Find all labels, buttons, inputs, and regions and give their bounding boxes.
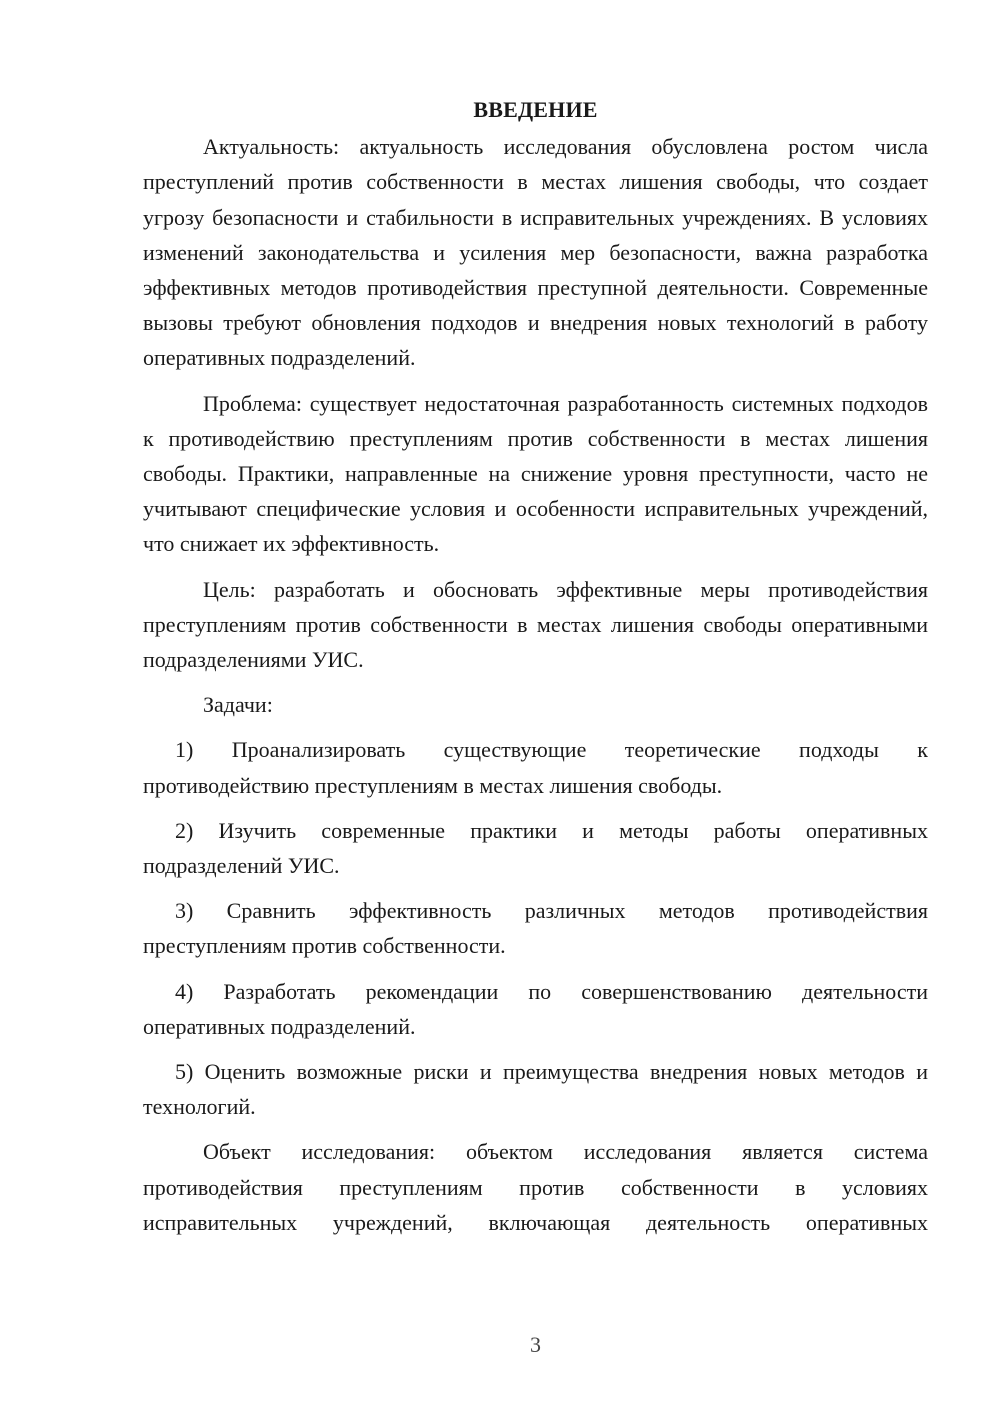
task-item-1: 1) Проанализировать существующие теоретические подходы к противодействию преступлениям в местах лишения свободы. <box>143 737 928 798</box>
page-heading: ВВЕДЕНИЕ <box>473 97 598 122</box>
relevance-paragraph: Актуальность: актуальность исследования обусловлена ростом числа преступлений против собственности в местах лишения свободы, что создает угрозу безопасности и стабильности в исправительных учреждениях. В условиях изменений законодательства и усиления мер безопасности, важна разработка эффективных методов противодействия преступной деятельности. Современные вызовы требуют обновления подходов и внедрения новых технологий в работу оперативных подразделений. <box>143 134 928 371</box>
page-content <box>143 92 928 1250</box>
task-item-5: 5) Оценить возможные риски и преимущества внедрения новых методов и технологий. <box>143 1059 928 1120</box>
page-number: 3 <box>530 1332 541 1357</box>
goal-paragraph: Цель: разработать и обосновать эффективные меры противодействия преступлениям против собственности в местах лишения свободы оперативными подразделениями УИС. <box>143 576 928 673</box>
task-item-4: 4) Разработать рекомендации по совершенствованию деятельности оперативных подразделений. <box>143 978 928 1039</box>
tasks-label: Задачи: <box>203 692 273 718</box>
task-item-3: 3) Сравнить эффективность различных методов противодействия преступлениям против собственности. <box>143 898 928 959</box>
problem-paragraph: Проблема: существует недостаточная разработанность системных подходов к противодействию преступлениям против собственности в местах лишения свободы. Практики, направленные на снижение уровня преступности, часто не учитывают специфические условия и особенности исправительных учреждений, что снижает их эффективность. <box>143 390 928 557</box>
task-item-2: 2) Изучить современные практики и методы работы оперативных подразделений УИС. <box>143 817 928 879</box>
object-paragraph: Объект исследования: объектом исследования является система противодействия преступлениям против собственности в условиях исправительных учреждений, включающая деятельность оперативных <box>143 1139 928 1235</box>
